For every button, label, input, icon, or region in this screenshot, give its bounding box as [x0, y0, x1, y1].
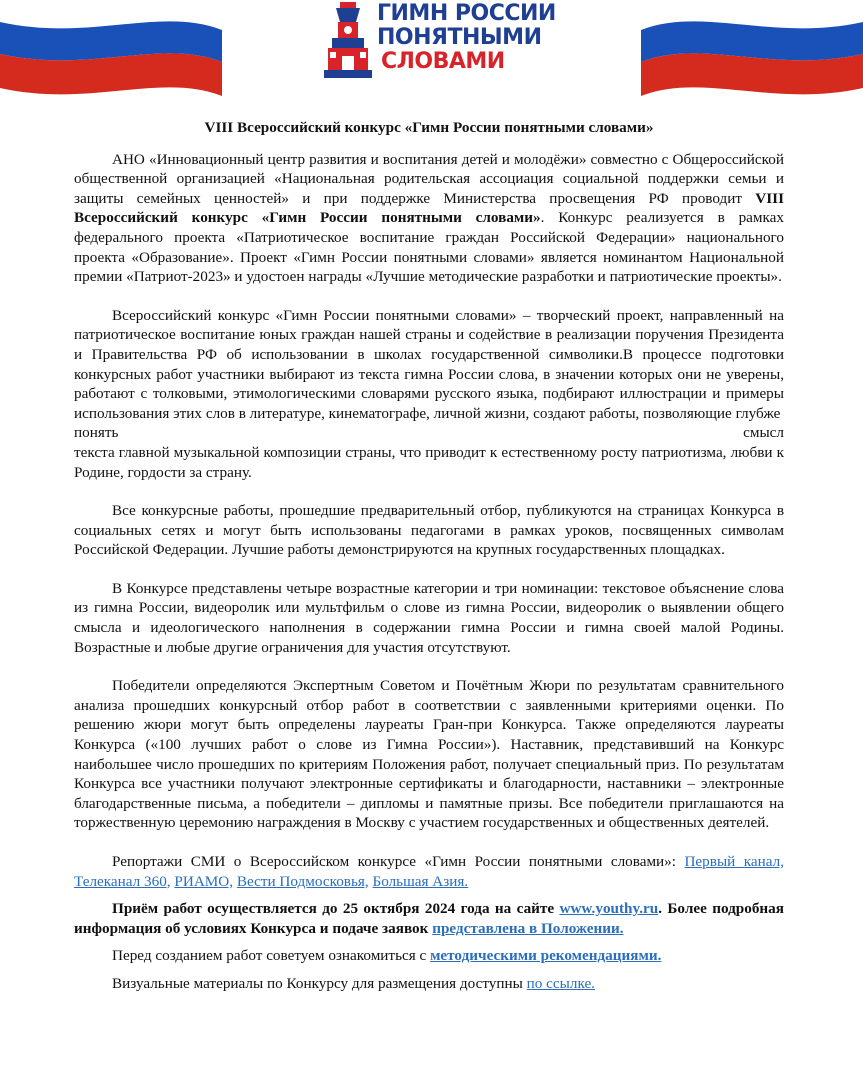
paragraph-text: текста главной музыкальной композиции страны, что приводит к естественному росту патриотизма, любви к Родине, гордости за страну. — [74, 443, 784, 481]
link-riamo[interactable]: РИАМО, — [174, 872, 234, 890]
link-telekanal-360[interactable]: Телеканал 360, — [74, 872, 171, 890]
paragraph-intro — [74, 150, 784, 287]
link-youthy-site[interactable]: www.youthy.ru — [559, 900, 659, 918]
paragraph-text: Репортажи СМИ о Всероссийском конкурсе «Гимн России понятными словами»: — [112, 853, 685, 870]
paragraph-visual-materials — [74, 974, 784, 994]
russian-flag-left — [0, 0, 222, 110]
paragraph-text: Приём работ осуществляется до 25 октября 2024 года на сайте — [112, 900, 560, 918]
russian-flag-right — [641, 0, 863, 110]
paragraph-text: АНО «Инновационный центр развития и воспитания детей и молодёжи» совместно с Общероссийской общественной организацией «Национальная родительская ассоциация социальной поддержки семьи и защиты семейных ценностей» и при поддержке Министерства просвещения РФ проводит — [74, 150, 784, 207]
link-regulations[interactable]: представлена в Положении. — [432, 919, 624, 937]
logo-line-3: СЛОВАМИ — [381, 49, 505, 74]
paragraph-winners: Победители определяются Экспертным Советом и Почётным Жюри по результатам сравнительного анализа прошедших конкурсный отбор работ в соответствии с заявленными критериями оценки. По решению жюри могут быть определены лауреаты Гран-при Конкурса. Также определяются лауреаты Конкурса («100 лучших работ о слове из Гимна России»). Наставник, представивший на Конкурс наибольшее число прошедших по критериям Положения работ, получает специальный приз. По результатам Конкурса все участники получают электронные сертификаты и благодарности, наставники – электронные благодарственные письма, а победители – дипломы и памятные призы. Все победители приглашаются на торжественную церемонию награждения в Москву с участием государственных и общественных деятелей. — [74, 677, 784, 832]
paragraph-text: понять — [74, 424, 119, 442]
link-vesti-podmoskovya[interactable]: Вести Подмосковья, — [236, 872, 369, 890]
paragraph-publications: Все конкурсные работы, прошедшие предварительный отбор, публикуются на страницах Конкурса в социальных сетях и могут быть использованы педагогами в рамках уроков, посвященных символам Российской Федерации. Лучшие работы демонстрируются на крупных государственных площадках. — [74, 502, 784, 559]
link-visual-materials[interactable]: по ссылке. — [526, 974, 595, 992]
document-body — [74, 118, 784, 1002]
paragraph-text: . Более подробная информация об условиях Конкурса и подаче заявок — [74, 900, 784, 937]
link-perviy-kanal[interactable]: Первый канал, — [684, 853, 784, 870]
link-methodical-recommendations[interactable]: методическими рекомендациями. — [430, 947, 662, 965]
paragraph-deadline — [74, 899, 784, 938]
paragraph-text: Всероссийский конкурс «Гимн России понятными словами» – творческий проект, направленный на патриотическое воспитание юных граждан нашей страны и содействие в реализации поручения Президента и Правительства РФ об использовании в школах государственной символики.В процессе подготовки конкурсных работ участники выбирают из текста гимна России слова, в значении которых они не уверены, работают с толковыми, этимологическими словарями русского языка, подбирают иллюстрации и примеры использования этих слов в литературе, кинематографе, личной жизни, создают работы, позволяющие глубже — [74, 306, 784, 422]
link-bolshaya-aziya[interactable]: Большая Азия. — [372, 872, 469, 890]
paragraph-recommendations — [74, 946, 784, 966]
logo-line-2: ПОНЯТНЫМИ — [377, 25, 542, 50]
paragraph-categories: В Конкурсе представлены четыре возрастные категории и три номинации: текстовое объяснение слова из гимна России, видеоролик или мультфильм о слове из гимна России, видеоролик о выявлении общего смысла и идеологического наполнения в содержании гимна России и гимна своей малой Родины. Возрастные и любые другие ограничения для участия отсутствуют. — [74, 579, 784, 656]
contest-name-bold: VIII Всероссийский конкурс «Гимн России понятными словами» — [74, 189, 784, 227]
paragraph-text: Визуальные материалы по Конкурсу для размещения доступны — [112, 974, 527, 992]
contest-logo — [322, 0, 556, 80]
paragraph-text: смысл — [743, 424, 784, 442]
paragraph-text: . Конкурс реализуется в рамках федерального проекта «Патриотическое воспитание граждан Российской Федерации» национального проекта «Образование». Проект «Гимн России понятными словами» является номинантом Национальной премии «Патриот-2023» и удостоен награды «Лучшие методические разработки и патриотические проекты». — [74, 209, 784, 286]
paragraph-text: Перед созданием работ советуем ознакомиться с — [112, 947, 431, 965]
kremlin-tower-icon — [322, 0, 374, 80]
paragraph-media-reports — [74, 852, 784, 891]
logo-line-1: ГИМН РОССИИ — [377, 1, 556, 26]
paragraph-about — [74, 306, 784, 482]
document-title: VIII Всероссийский конкурс «Гимн России понятными словами» — [204, 119, 654, 136]
